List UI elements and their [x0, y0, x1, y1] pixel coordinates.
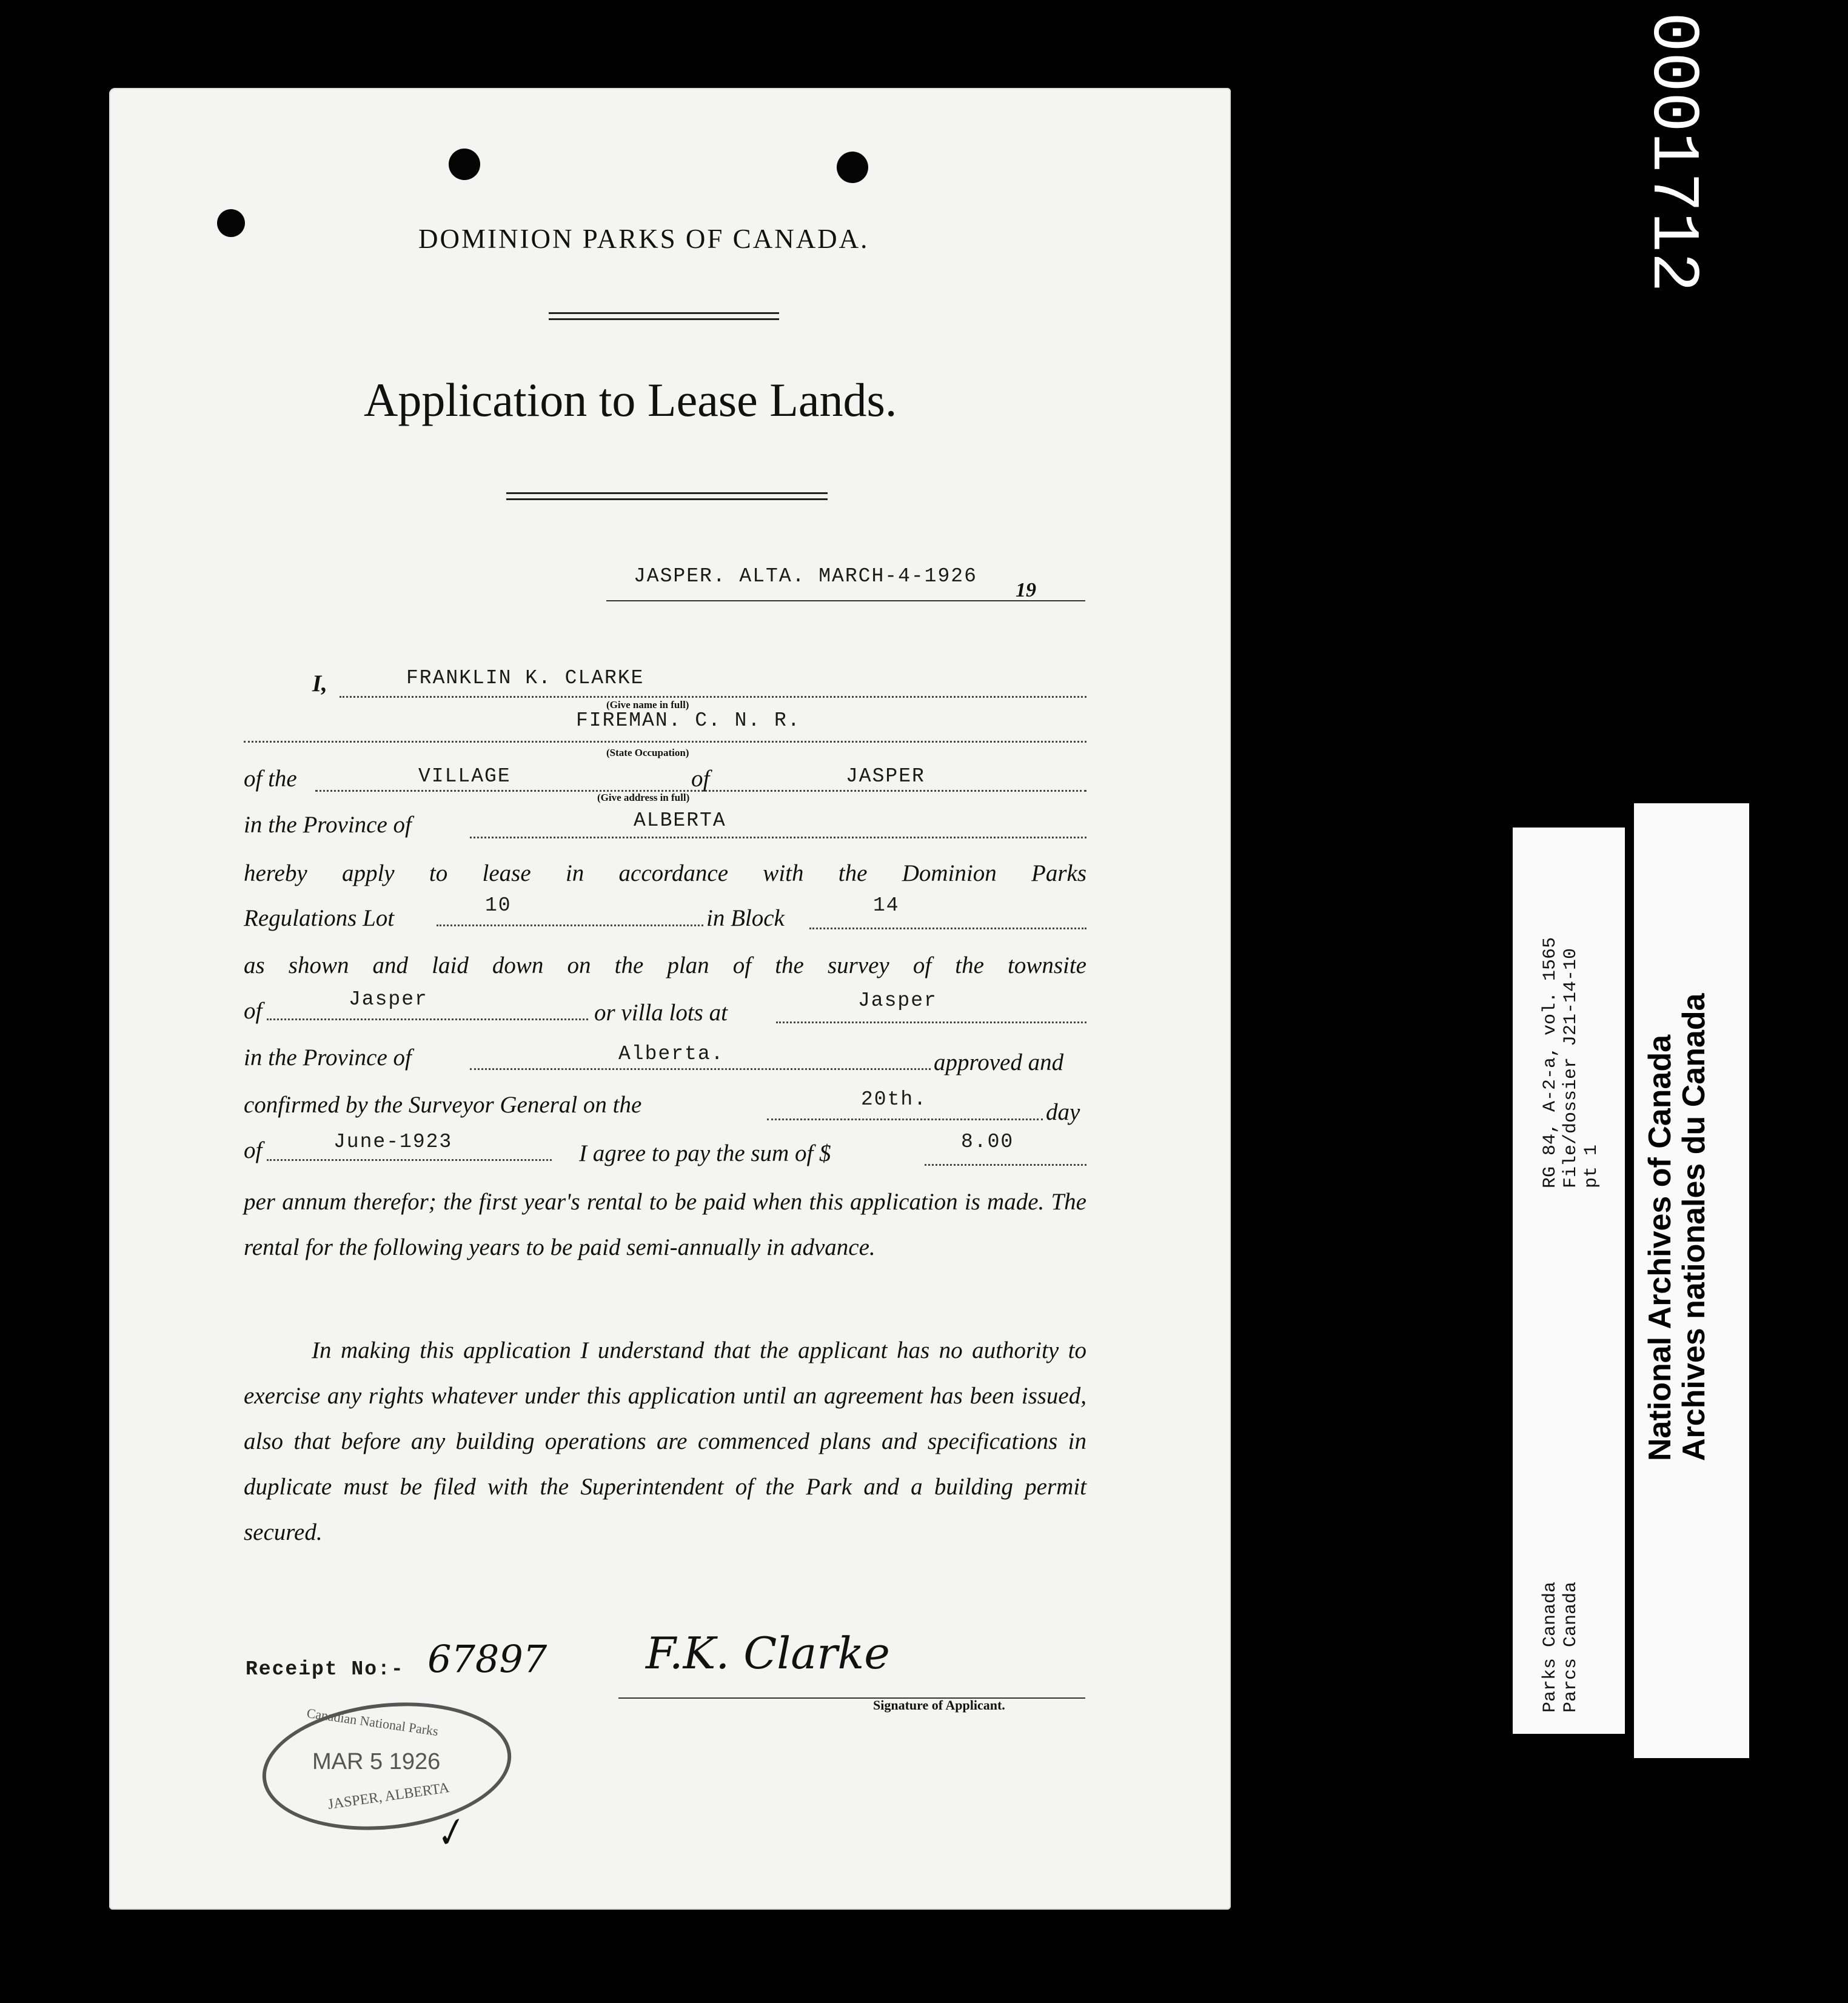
sum-field: 8.00	[961, 1131, 1014, 1153]
form-title: Application to Lease Lands.	[364, 373, 897, 426]
name-caption: (Give name in full)	[606, 699, 689, 711]
stamp-top-text: Canadian National Parks	[306, 1705, 440, 1739]
understanding-paragraph: In making this application I understand that the applicant has no authority to exercise any rights whatever under this application until an agreement has been issued, also that before any building operations are commenced plans and specifications in duplicate must be filed with the Superintendent of the Park and a building permit secured.	[244, 1337, 1086, 1545]
province-label: in the Province of	[244, 812, 412, 838]
rental-paragraph: per annum therefor; the first year's rental to be paid when this application is made. The rental for the following years to be paid semi-annually in advance.	[244, 1189, 1086, 1260]
underline	[606, 600, 1085, 601]
day-label: day	[1046, 1099, 1080, 1125]
organization-heading: DOMINION PARKS OF CANADA.	[418, 224, 869, 254]
fill-line	[470, 837, 1086, 838]
archive-institution	[1643, 993, 1711, 1461]
fill-line	[267, 1018, 588, 1020]
of-townsite-label: of	[244, 998, 263, 1024]
archive-agency	[1540, 1582, 1581, 1713]
receipt-label: Receipt No:-	[246, 1658, 404, 1680]
fill-line	[315, 790, 1086, 792]
applicant-name-field: FRANKLIN K. CLARKE	[406, 667, 644, 689]
signature-caption: Signature of Applicant.	[873, 1697, 1005, 1713]
applicant-signature: F.K. Clarke	[646, 1628, 890, 1679]
institution-line: Archives nationales du Canada	[1676, 993, 1712, 1461]
of-month-label: of	[244, 1137, 263, 1163]
fill-line	[925, 1164, 1086, 1166]
i-label: I,	[312, 670, 327, 697]
stamp-date: MAR 5 1926	[312, 1749, 441, 1774]
punch-hole	[449, 149, 480, 180]
agree-label: I agree to pay the sum of $	[579, 1140, 831, 1166]
institution-line: National Archives of Canada	[1642, 1034, 1678, 1461]
hereby-line: hereby apply to lease in accordance with the Dominion Parks	[244, 860, 1086, 886]
day-field: 20th.	[861, 1088, 928, 1111]
fill-line	[267, 1159, 552, 1161]
film-frame-number: 0001712	[1634, 12, 1710, 293]
month-year-field: June-1923	[333, 1131, 453, 1153]
fill-line	[767, 1119, 1043, 1120]
approved-label: approved and	[934, 1049, 1064, 1075]
punch-hole	[217, 209, 245, 237]
fill-line	[340, 696, 1086, 698]
archive-reference	[1540, 937, 1602, 1188]
place-date-field: JASPER. ALTA. MARCH-4-1926	[634, 565, 977, 587]
province2-field: Alberta.	[618, 1043, 725, 1065]
punch-hole	[837, 152, 868, 183]
fill-line	[437, 925, 703, 926]
lot-label: Regulations Lot	[244, 905, 395, 931]
townsite-field: Jasper	[349, 988, 428, 1011]
villa-field: Jasper	[858, 989, 937, 1012]
of-the-label: of the	[244, 766, 297, 792]
address-caption: (Give address in full)	[597, 792, 690, 803]
of-label: of	[691, 766, 710, 792]
reference-line: File/dossier J21-14-10	[1561, 948, 1581, 1188]
address-town-field: JASPER	[846, 765, 925, 787]
fill-line	[776, 1022, 1086, 1023]
confirmed-label: confirmed by the Surveyor General on the	[244, 1092, 642, 1118]
fill-line	[244, 741, 1086, 743]
province2-label: in the Province of	[244, 1045, 412, 1071]
divider	[506, 492, 828, 494]
lot-field: 10	[485, 894, 512, 917]
signature-line	[618, 1697, 1085, 1699]
occupation-caption: (State Occupation)	[606, 747, 689, 758]
stamp-bottom-text: JASPER, ALBERTA	[327, 1780, 450, 1813]
agency-line: Parks Canada	[1540, 1581, 1561, 1713]
reference-line: pt 1	[1581, 1144, 1602, 1188]
fill-line	[809, 928, 1086, 929]
divider	[549, 318, 779, 320]
receipt-number-handwritten: 67897	[427, 1637, 547, 1681]
occupation-field: FIREMAN. C. N. R.	[576, 709, 801, 732]
initials-handwritten: ✓	[427, 1808, 470, 1859]
block-field: 14	[873, 894, 900, 917]
block-label: in Block	[706, 905, 785, 931]
address-village-field: VILLAGE	[418, 765, 511, 787]
province-field: ALBERTA	[634, 809, 726, 832]
fill-line	[470, 1068, 931, 1070]
year-prefix: 19	[1016, 579, 1036, 601]
shown-line: as shown and laid down on the plan of the survey of the townsite	[244, 952, 1086, 978]
villa-label: or villa lots at	[594, 1000, 728, 1026]
divider	[549, 312, 779, 314]
agency-line: Parcs Canada	[1561, 1581, 1581, 1713]
reference-line: RG 84, A-2-a, vol. 1565	[1540, 937, 1561, 1188]
divider	[506, 498, 828, 500]
